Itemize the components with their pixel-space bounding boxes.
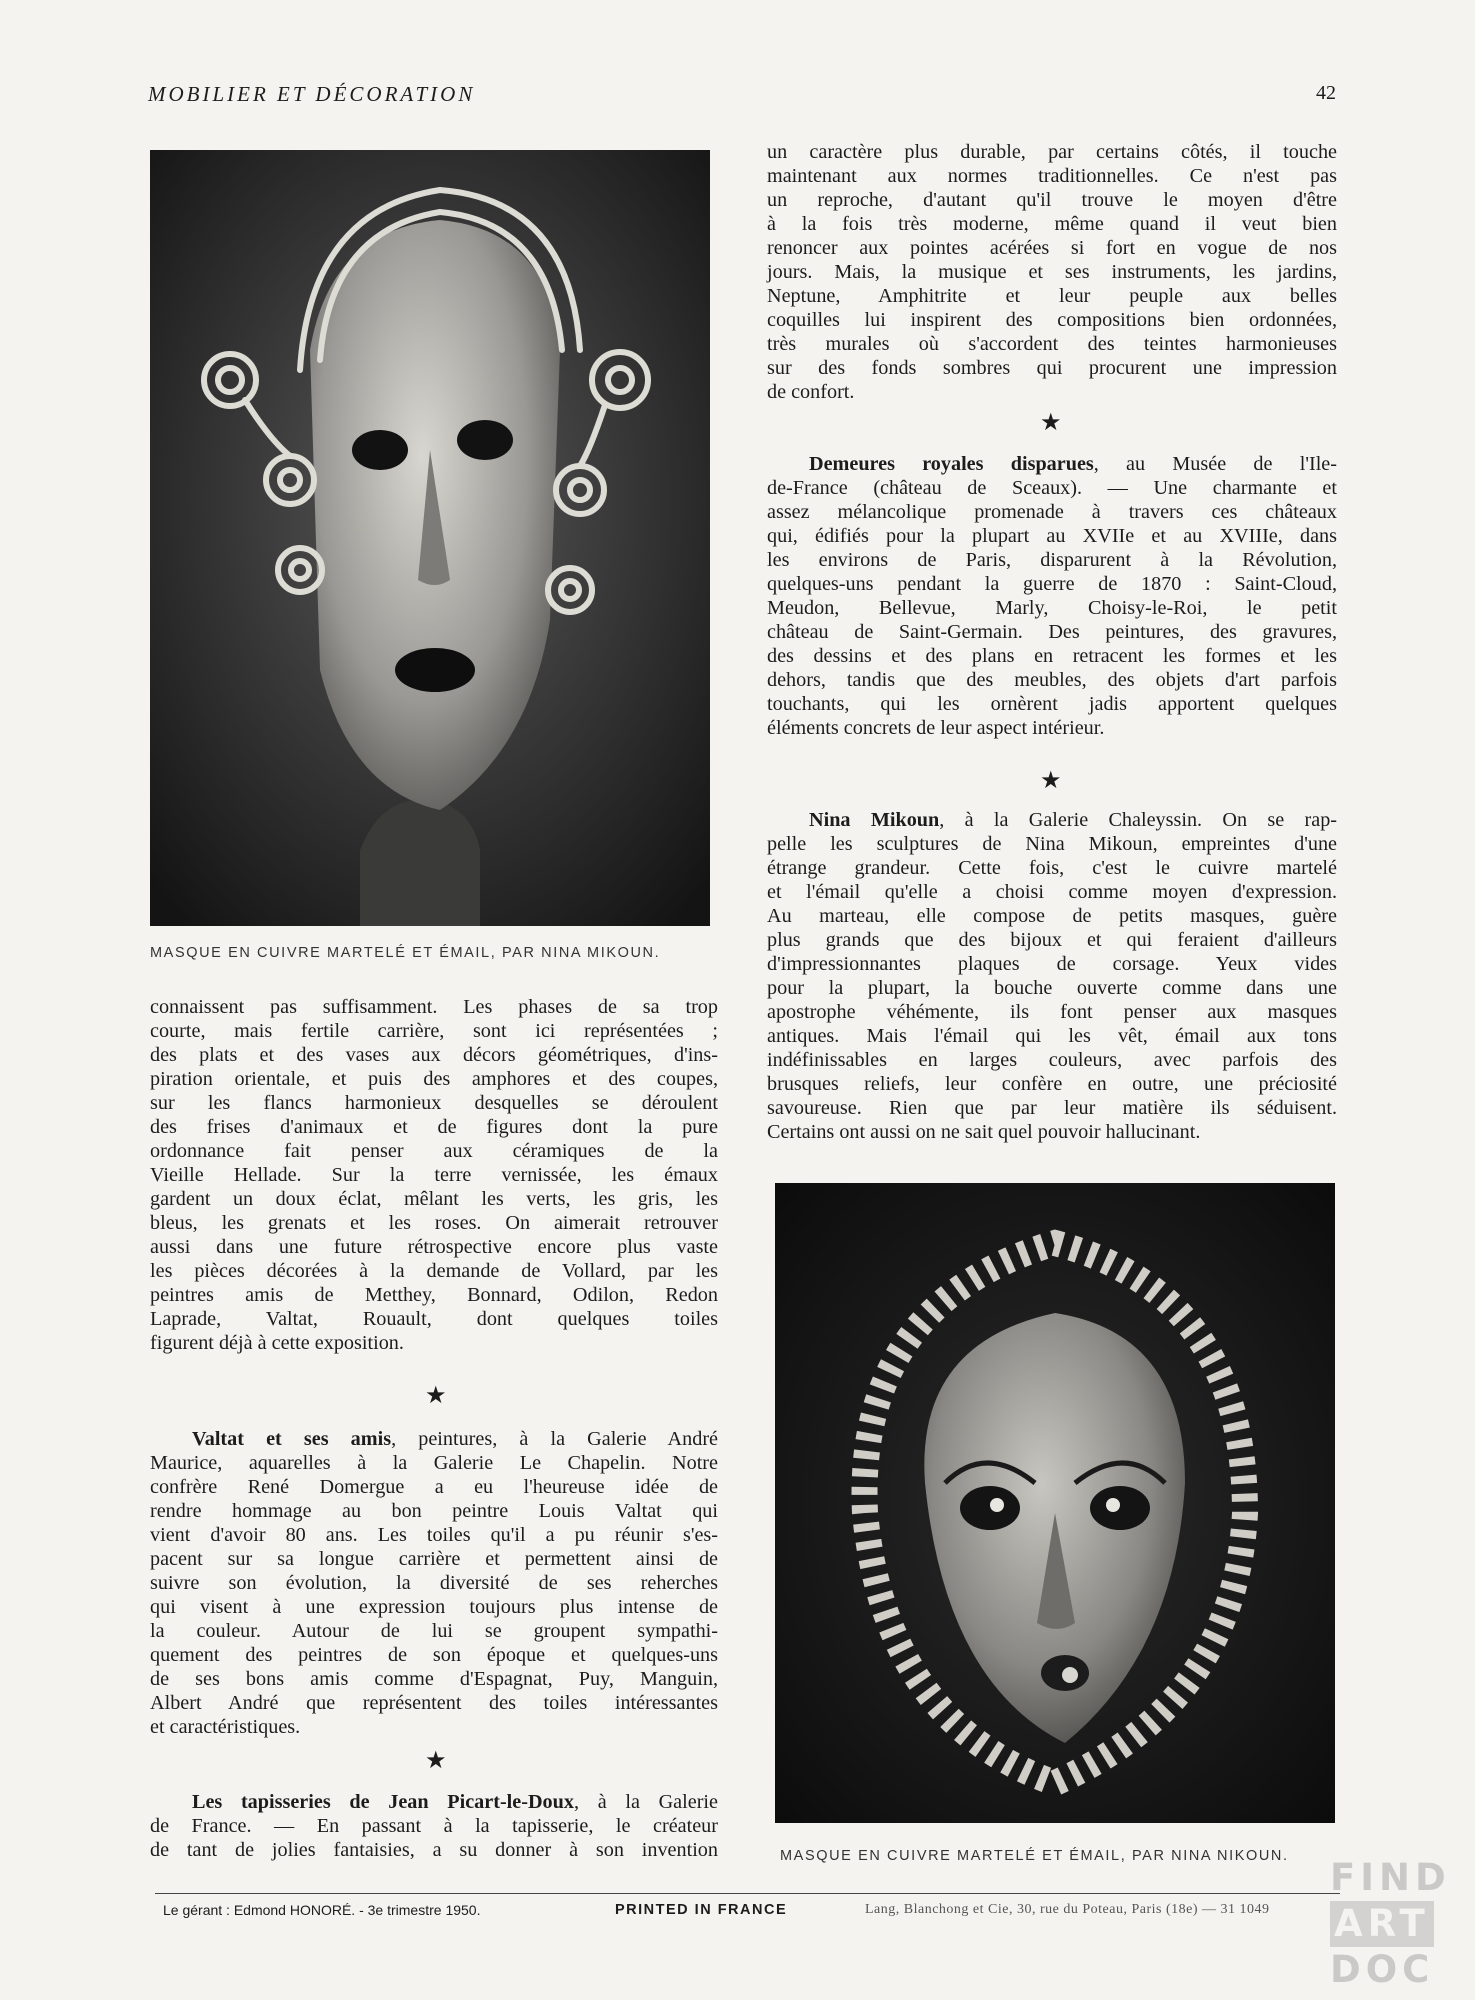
text-line: Maurice, aquarelles à la Galerie Le Chapelin. Notre [150, 1452, 718, 1474]
text-line: pacent sur sa longue carrière et permettent ainsi de [150, 1548, 718, 1570]
text-line: brusques reliefs, leur confère en outre, une préciosité [767, 1073, 1337, 1095]
page-number: 42 [1316, 82, 1336, 104]
text-line: un reproche, d'autant qu'il trouve le moyen d'être [767, 189, 1337, 211]
watermark-line: ART [1330, 1901, 1434, 1947]
text-line: courte, mais fertile carrière, sont ici représentées ; [150, 1020, 718, 1042]
text-line: Neptune, Amphitrite et leur peuple aux belles [767, 285, 1337, 307]
heading-tapisseries: Les tapisseries de Jean Picart-le-Doux [192, 1791, 574, 1813]
paragraph-tapisseries: Les tapisseries de Jean Picart-le-Doux, à la Galerie [192, 1791, 718, 1813]
text-line: Albert André que représentent des toiles intéressantes [150, 1692, 718, 1714]
text-line: Au marteau, elle compose de petits masques, guère [767, 905, 1337, 927]
text-line: suivre son évolution, la diversité de ses reherches [150, 1572, 718, 1594]
text-line: Certains ont aussi on ne sait quel pouvoir hallucinant. [767, 1121, 1201, 1143]
heading-demeures: Demeures royales disparues [809, 453, 1094, 475]
text-line: pour la plupart, la bouche ouverte comme dans une [767, 977, 1337, 999]
separator-star: ★ [425, 1746, 447, 1774]
text-line: les environs de Paris, disparurent à la Révolution, [767, 549, 1337, 571]
left-column-valtat [150, 1427, 718, 1739]
text-line: sur les flancs harmonieux desquelles se déroulent [150, 1092, 718, 1114]
text-line: d'impressionnantes plaques de corsage. Yeux vides [767, 953, 1337, 975]
text-line: qui visent à une expression toujours plus intense de [150, 1596, 718, 1618]
heading-mikoun: Nina Mikoun [809, 809, 940, 831]
text-line: château de Saint-Germain. Des peintures, des gravures, [767, 621, 1337, 643]
paragraph-mikoun: Nina Mikoun, à la Galerie Chaleyssin. On se rap- [809, 809, 1338, 831]
right-column-mikoun [767, 808, 1337, 1144]
separator-star: ★ [425, 1381, 447, 1409]
text-line: et caractéristiques. [150, 1716, 301, 1738]
text-line: de France. — En passant à la tapisserie, le créateur [150, 1815, 718, 1837]
text-line: la couleur. Autour de lui se groupent sympathi- [150, 1620, 718, 1642]
text-line: rendre hommage au bon peintre Louis Valtat qui [150, 1500, 718, 1522]
paragraph-ceramics [150, 995, 718, 1355]
text-line: de-France (château de Sceaux). — Une charmante et [767, 477, 1337, 499]
text-line: un caractère plus durable, par certains côtés, il touche [767, 141, 1337, 163]
text-line: gardent un doux éclat, mêlant les verts, les gris, les [150, 1188, 718, 1210]
text-line: indéfinissables en larges couleurs, avec parfois des [767, 1049, 1337, 1071]
text-line: étrange grandeur. Cette fois, c'est le cuivre martelé [767, 857, 1337, 879]
text-line: des plats et des vases aux décors géométriques, d'ins- [150, 1044, 718, 1066]
text-line: coquilles lui inspirent des compositions bien ordonnées, [767, 309, 1337, 331]
running-head: MOBILIER ET DÉCORATION [148, 82, 476, 106]
text-line: à la fois très moderne, même quand il veut bien [767, 213, 1337, 235]
right-column-demeures [767, 452, 1337, 740]
text-line: touchants, qui les ornèrent jadis apportent quelques [767, 693, 1337, 715]
text-line: vient d'avoir 80 ans. Les toiles qu'il a pu réunir s'es- [150, 1524, 718, 1546]
left-column-tapisseries [150, 1790, 718, 1862]
text-line: et l'émail qu'elle a choisi comme moyen d'expression. [767, 881, 1337, 903]
footer-printed: PRINTED IN FRANCE [615, 1902, 788, 1918]
text-line: les pièces décorées à la demande de Vollard, par les [150, 1260, 718, 1282]
text-line: ordonnance fait penser aux céramiques de la [150, 1140, 718, 1162]
text-line: bleus, les grenats et les roses. On aimerait retrouver [150, 1212, 718, 1234]
text-line: Meudon, Bellevue, Marly, Choisy-le-Roi, le petit [767, 597, 1337, 619]
text-line: peintres amis de Metthey, Bonnard, Odilon, Redon [150, 1284, 718, 1306]
footer [155, 1893, 1340, 1918]
footer-printer: Lang, Blanchong et Cie, 30, rue du Poteau, Paris (18e) — 31 1049 [865, 1902, 1270, 1917]
watermark-line: DOC [1330, 1948, 1435, 1991]
text-line: figurent déjà à cette exposition. [150, 1332, 404, 1354]
text-line: de ses bons amis comme d'Espagnat, Puy, Manguin, [150, 1668, 718, 1690]
text-line: antiques. Mais l'émail qui les vêt, émail aux tons [767, 1025, 1337, 1047]
right-column [767, 140, 1337, 404]
text-line: apostrophe véhémente, ils font penser aux masques [767, 1001, 1337, 1023]
text-line: de confort. [767, 381, 855, 403]
text-line: assez mélancolique promenade à travers ces châteaux [767, 501, 1337, 523]
text-line: renoncer aux pointes acérées si fort en vogue de nos [767, 237, 1337, 259]
text-line: dehors, tandis que des meubles, des objets d'art parfois [767, 669, 1337, 691]
text-line: éléments concrets de leur aspect intérieur. [767, 717, 1105, 739]
text-line: qui, édifiés pour la plupart au XVIIe et au XVIIIe, dans [767, 525, 1337, 547]
text-line: confrère René Domergue a eu l'heureuse idée de [150, 1476, 718, 1498]
text-line: Vieille Hellade. Sur la terre vernissée, les émaux [150, 1164, 718, 1186]
paragraph-demeures: Demeures royales disparues, au Musée de l'Ile- [809, 453, 1337, 475]
heading-valtat: Valtat et ses amis [192, 1428, 392, 1450]
text-line: des dessins et des plans en retracent les formes et les [767, 645, 1337, 667]
mask-photo-2 [775, 1183, 1335, 1823]
text-line: connaissent pas suffisamment. Les phases de sa trop [150, 996, 718, 1018]
paragraph-picart-continued [767, 140, 1337, 404]
text-line: aussi dans une future rétrospective encore plus vaste [150, 1236, 718, 1258]
watermark-logo [1330, 1855, 1475, 2000]
text-line: quelques-uns pendant la guerre de 1870 : Saint-Cloud, [767, 573, 1337, 595]
text-line: savoureuse. Rien que par leur matière ils séduisent. [767, 1097, 1337, 1119]
text-line: des frises d'animaux et de figures dont la pure [150, 1116, 718, 1138]
text-line: quement des peintres de son époque et quelques-uns [150, 1644, 718, 1666]
paragraph-valtat: Valtat et ses amis, peintures, à la Galerie André [192, 1428, 719, 1450]
figure-caption-2: MASQUE EN CUIVRE MARTELÉ ET ÉMAIL, PAR NINA NIKOUN. [780, 1848, 1289, 1864]
text-line: piration orientale, et puis des amphores et des coupes, [150, 1068, 718, 1090]
left-column [150, 995, 718, 1355]
separator-star: ★ [1040, 766, 1062, 794]
text-line: de tant de jolies fantaisies, a su donner à son invention [150, 1839, 718, 1861]
text-line: très murales où s'accordent des teintes harmonieuses [767, 333, 1337, 355]
text-line: plus grands que des bijoux et qui feraient d'ailleurs [767, 929, 1337, 951]
text-line: pelle les sculptures de Nina Mikoun, empreintes d'une [767, 833, 1337, 855]
text-line: sur des fonds sombres qui procurent une impression [767, 357, 1337, 379]
text-line: maintenant aux normes traditionnelles. Ce n'est pas [767, 165, 1337, 187]
text-line: Laprade, Valtat, Rouault, dont quelques toiles [150, 1308, 718, 1330]
figure-caption-1: MASQUE EN CUIVRE MARTELÉ ET ÉMAIL, PAR NINA MIKOUN. [150, 945, 661, 961]
footer-publisher: Le gérant : Edmond HONORÉ. - 3e trimestre 1950. [163, 1902, 481, 1918]
watermark-line: FIND [1330, 1856, 1451, 1899]
separator-star: ★ [1040, 408, 1062, 436]
text-line: jours. Mais, la musique et ses instruments, les jardins, [767, 261, 1337, 283]
mask-photo-1 [150, 150, 710, 926]
